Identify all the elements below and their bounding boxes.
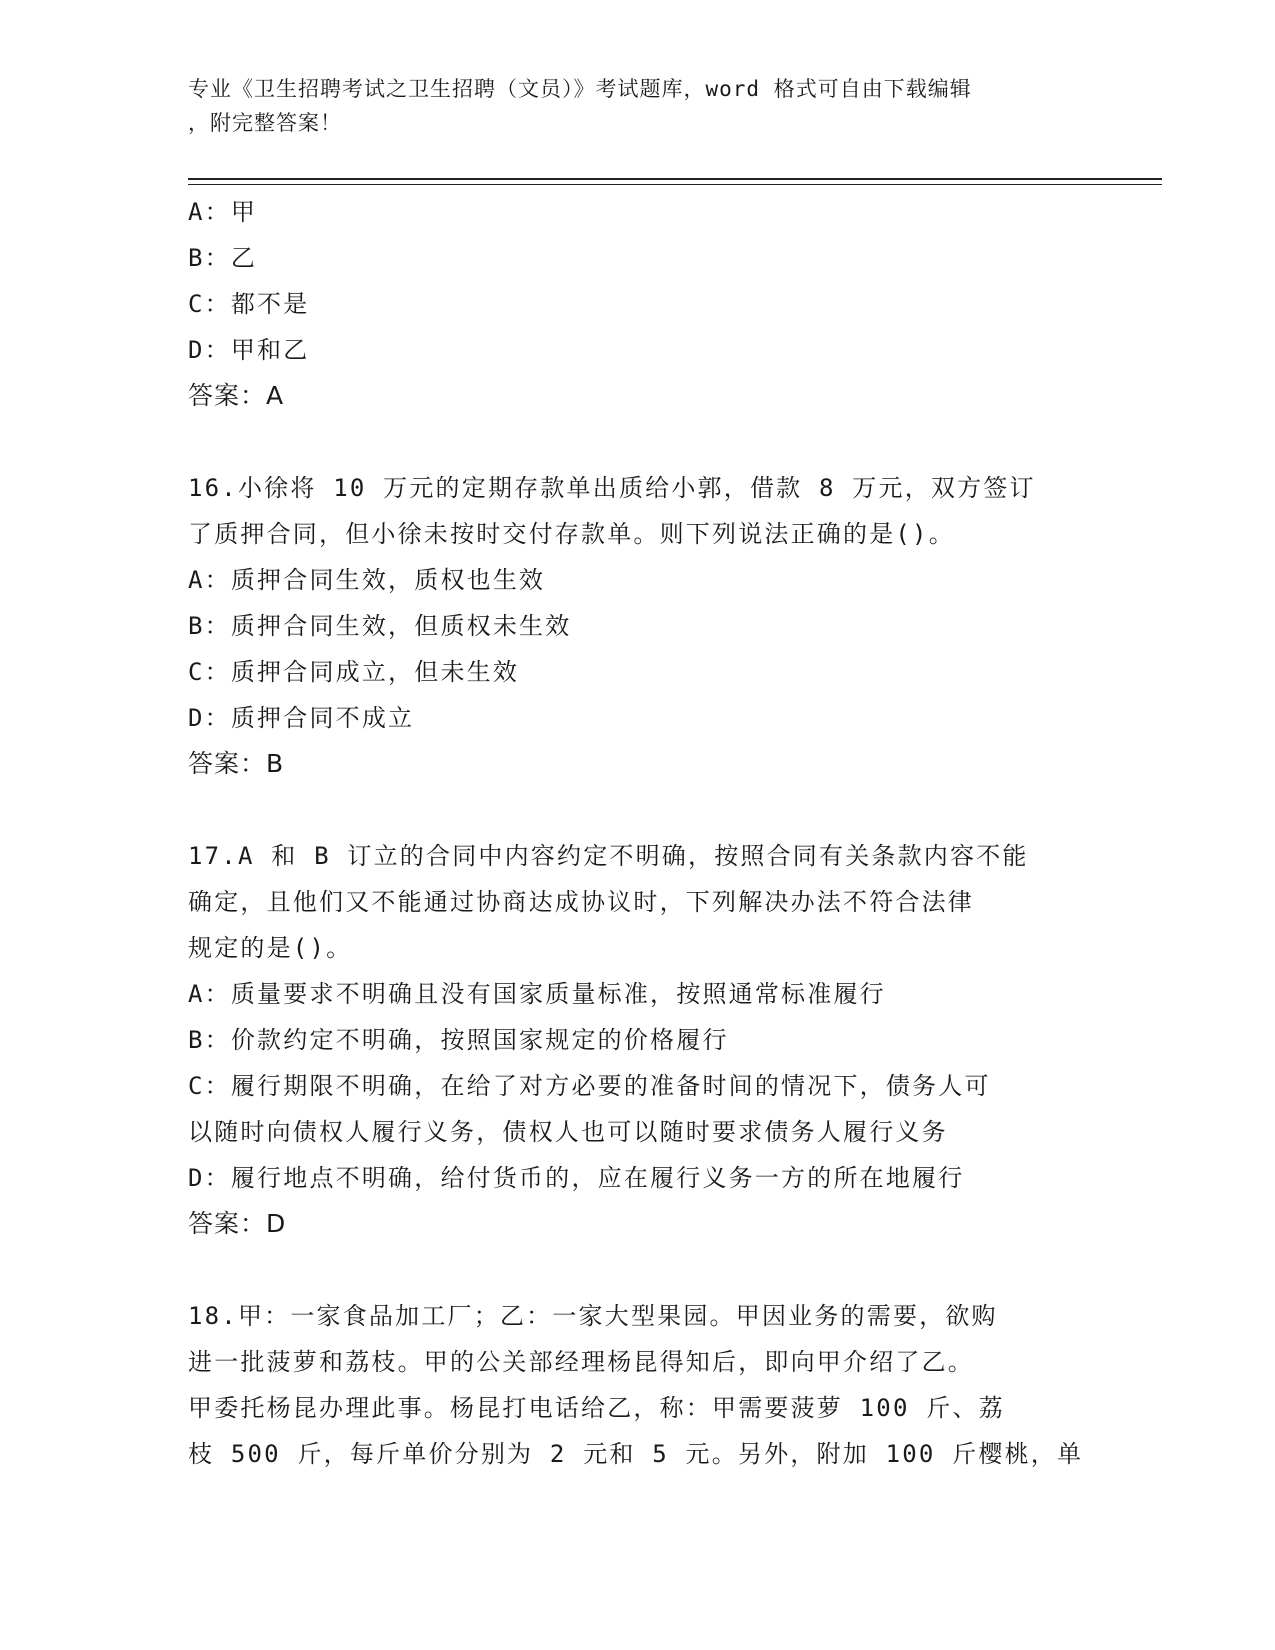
document-header	[188, 72, 1068, 140]
question-15	[188, 189, 1088, 419]
option-a: A：质押合同生效，质权也生效	[188, 566, 546, 594]
question-stem-line: 确定，且他们又不能通过协商达成协议时，下列解决办法不符合法律	[188, 888, 974, 916]
question-17	[188, 833, 1088, 1247]
spacer	[188, 787, 1088, 833]
spacer	[188, 1247, 1088, 1293]
question-stem-line: 枝 500 斤，每斤单价分别为 2 元和 5 元。另外，附加 100 斤樱桃，单	[188, 1440, 1084, 1468]
answer-line: 答案：B	[188, 749, 285, 778]
question-stem-line: 进一批菠萝和荔枝。甲的公关部经理杨昆得知后，即向甲介绍了乙。	[188, 1348, 974, 1376]
answer-line: 答案：A	[188, 381, 285, 410]
option-c-continued: 以随时向债权人履行义务，债权人也可以随时要求债务人履行义务	[188, 1118, 948, 1146]
question-content	[188, 189, 1088, 1477]
option-c: C：都不是	[188, 290, 310, 318]
option-d: D：履行地点不明确，给付货币的，应在履行义务一方的所在地履行	[188, 1164, 965, 1192]
option-b: B：价款约定不明确，按照国家规定的价格履行	[188, 1026, 729, 1054]
question-stem-line: 了质押合同，但小徐未按时交付存款单。则下列说法正确的是()。	[188, 520, 955, 548]
option-b: B：乙	[188, 244, 258, 272]
question-stem-line: 18.甲：一家食品加工厂；乙：一家大型果园。甲因业务的需要，欲购	[188, 1302, 998, 1330]
header-title-line-2: ，附完整答案！	[188, 111, 342, 135]
option-c: C：质押合同成立，但未生效	[188, 658, 520, 686]
question-stem-line: 规定的是()。	[188, 934, 353, 962]
header-divider-thick	[188, 178, 1162, 180]
option-a: A：质量要求不明确且没有国家质量标准，按照通常标准履行	[188, 980, 886, 1008]
spacer	[188, 419, 1088, 465]
question-18	[188, 1293, 1088, 1477]
option-d: D：质押合同不成立	[188, 704, 415, 732]
question-stem-line: 17.A 和 B 订立的合同中内容约定不明确，按照合同有关条款内容不能	[188, 842, 1029, 870]
question-stem-line: 甲委托杨昆办理此事。杨昆打电话给乙，称：甲需要菠萝 100 斤、荔	[188, 1394, 1005, 1422]
answer-line: 答案：D	[188, 1209, 287, 1238]
option-b: B：质押合同生效，但质权未生效	[188, 612, 572, 640]
option-a: A：甲	[188, 198, 258, 226]
header-divider-thin	[188, 184, 1162, 185]
header-title-line-1: 专业《卫生招聘考试之卫生招聘（文员）》考试题库，word 格式可自由下载编辑	[188, 77, 972, 101]
question-16	[188, 465, 1088, 787]
question-stem-line: 16.小徐将 10 万元的定期存款单出质给小郭，借款 8 万元，双方签订	[188, 474, 1036, 502]
option-c: C：履行期限不明确，在给了对方必要的准备时间的情况下，债务人可	[188, 1072, 991, 1100]
option-d: D：甲和乙	[188, 336, 310, 364]
